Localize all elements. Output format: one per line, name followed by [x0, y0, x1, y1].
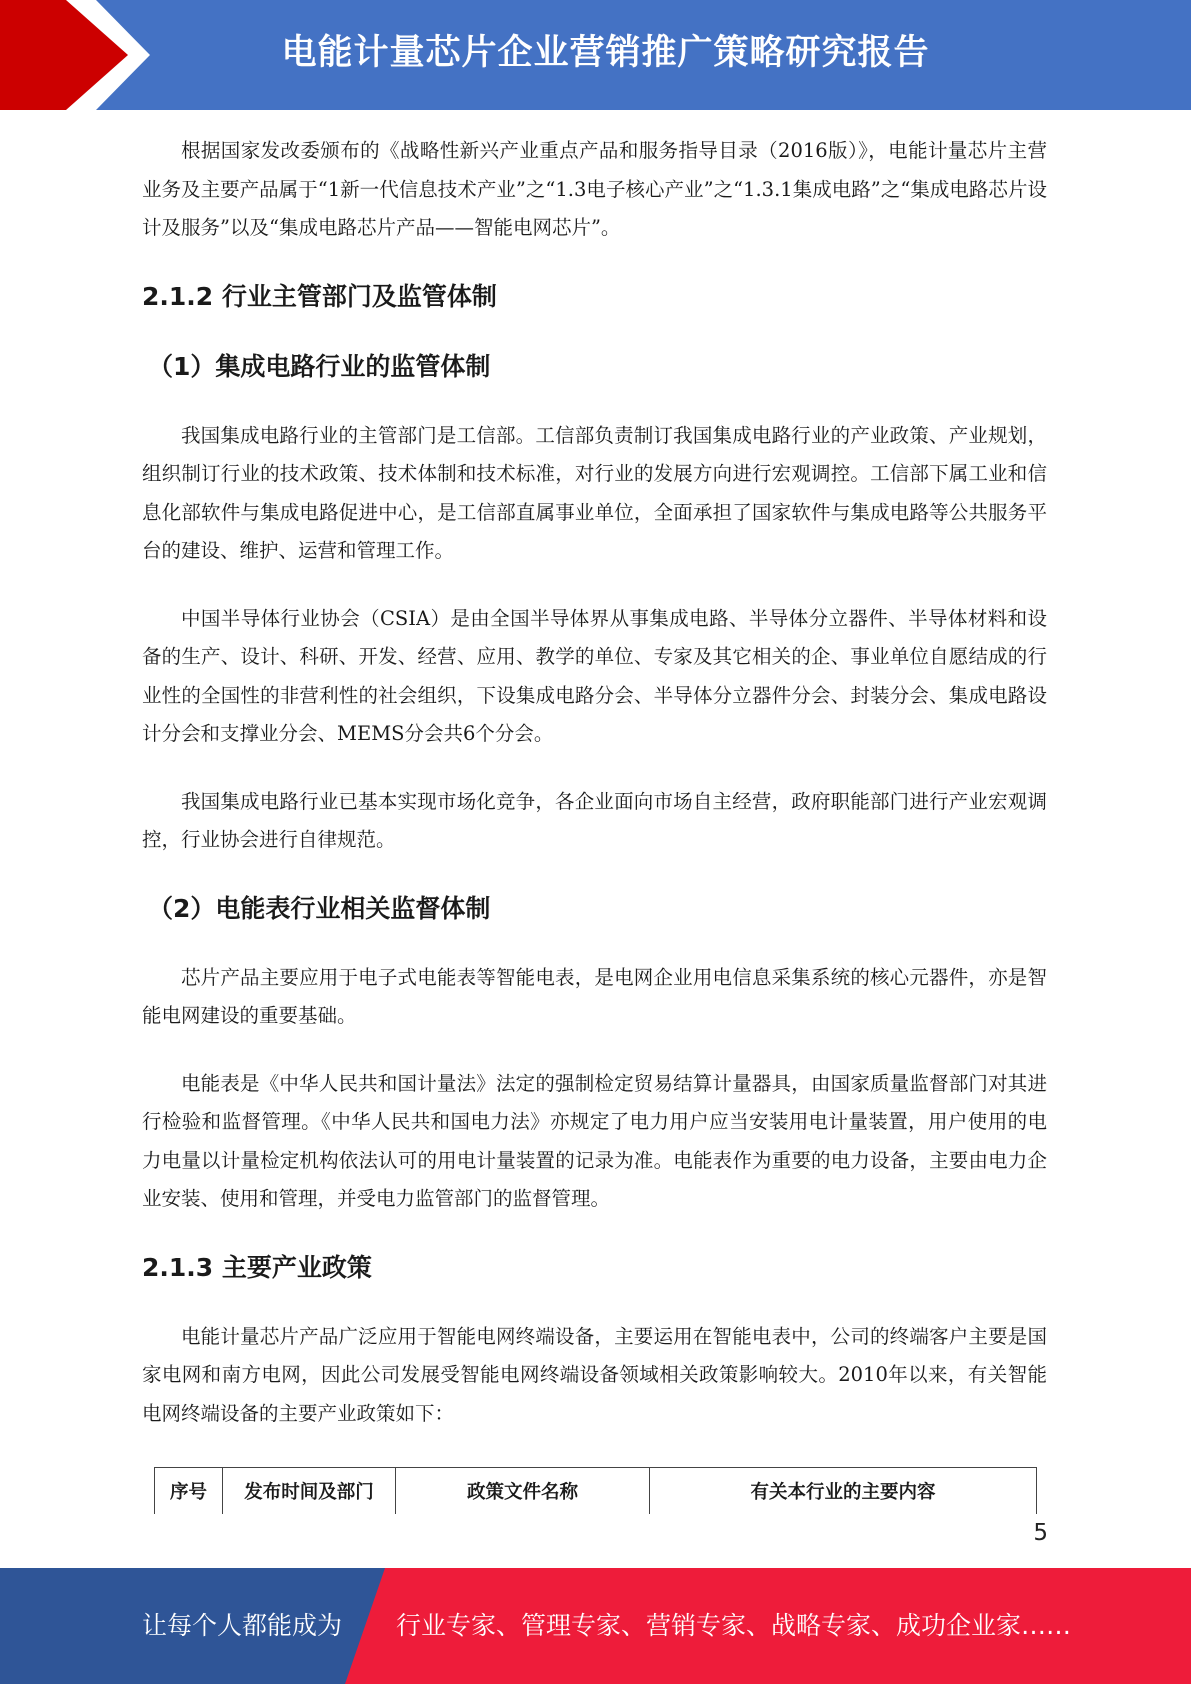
section-heading-2-1-3: 2.1.3 主要产业政策: [142, 1252, 372, 1282]
table-header-cell: 发布时间及部门: [223, 1468, 396, 1514]
table-header-cell: 有关本行业的主要内容: [650, 1468, 1037, 1514]
table-header-row: [155, 1468, 1037, 1514]
report-title: 电能计量芯片企业营销推广策略研究报告: [281, 33, 930, 73]
paragraph-miit: 我国集成电路行业的主管部门是工信部。工信部负责制订我国集成电路行业的产业政策、产业规划，组织制订行业的技术政策、技术体制和技术标准，对行业的发展方向进行宏观调控。工信部下属工业和信息化部软件与集成电路促进中心，是工信部直属事业单位，全面承担了国家软件与集成电路等公共服务平台的建设、维护、运营和管理工作。: [142, 423, 1047, 562]
page-footer: [0, 1568, 1191, 1684]
paragraph-classification: 根据国家发改委颁布的《战略性新兴产业重点产品和服务指导目录（2016版）》，电能计量芯片主营业务及主要产品属于“1新一代信息技术产业”之“1.3电子核心产业”之“1.3.1集成电路”之“集成电路芯片设计及服务”以及“集成电路芯片产品——智能电网芯片”。: [142, 139, 1047, 239]
paragraph-chip-application: 芯片产品主要应用于电子式电能表等智能电表，是电网企业用电信息采集系统的核心元器件，亦是智能电网建设的重要基础。: [142, 965, 1047, 1027]
paragraph-csia: 中国半导体行业协会（CSIA）是由全国半导体界从事集成电路、半导体分立器件、半导体材料和设备的生产、设计、科研、开发、经营、应用、教学的单位、专家及其它相关的企、事业单位自愿结成的行业性的全国性的非营利性的社会组织，下设集成电路分会、半导体分立器件分会、封装分会、集成电路设计分会和支撑业分会、MEMS分会共6个分会。: [142, 606, 1047, 745]
subheading-meter-regulation: （2）电能表行业相关监督体制: [148, 893, 491, 923]
table-header-cell: 政策文件名称: [396, 1468, 650, 1514]
policy-table: [154, 1467, 1037, 1514]
paragraph-market-competition: 我国集成电路行业已基本实现市场化竞争，各企业面向市场自主经营，政府职能部门进行产业宏观调控，行业协会进行自律规范。: [142, 789, 1047, 851]
table-header-cell: 序号: [155, 1468, 223, 1514]
footer-slogan-right: 行业专家、管理专家、营销专家、战略专家、成功企业家……: [396, 1611, 1072, 1640]
main-content: [142, 132, 1047, 1462]
footer-slogan-left: 让每个人都能成为: [142, 1611, 343, 1640]
paragraph-meter-law: 电能表是《中华人民共和国计量法》法定的强制检定贸易结算计量器具，由国家质量监督部门对其进行检验和监督管理。《中华人民共和国电力法》亦规定了电力用户应当安装用电计量装置，用户使用的电力电量以计量检定机构依法认可的用电计量装置的记录为准。电能表作为重要的电力设备，主要由电力企业安装、使用和管理，并受电力监管部门的监督管理。: [142, 1071, 1047, 1210]
paragraph-policy-intro: 电能计量芯片产品广泛应用于智能电网终端设备，主要运用在智能电表中，公司的终端客户主要是国家电网和南方电网，因此公司发展受智能电网终端设备领域相关政策影响较大。2010年以来，有关智能电网终端设备的主要产业政策如下：: [142, 1324, 1047, 1425]
page-number: 5: [1033, 1520, 1048, 1546]
page-header: [0, 0, 1191, 110]
header-chevron-decoration: [0, 0, 160, 110]
subheading-ic-regulation: （1）集成电路行业的监管体制: [148, 351, 491, 381]
section-heading-2-1-2: 2.1.2 行业主管部门及监管体制: [142, 281, 497, 311]
